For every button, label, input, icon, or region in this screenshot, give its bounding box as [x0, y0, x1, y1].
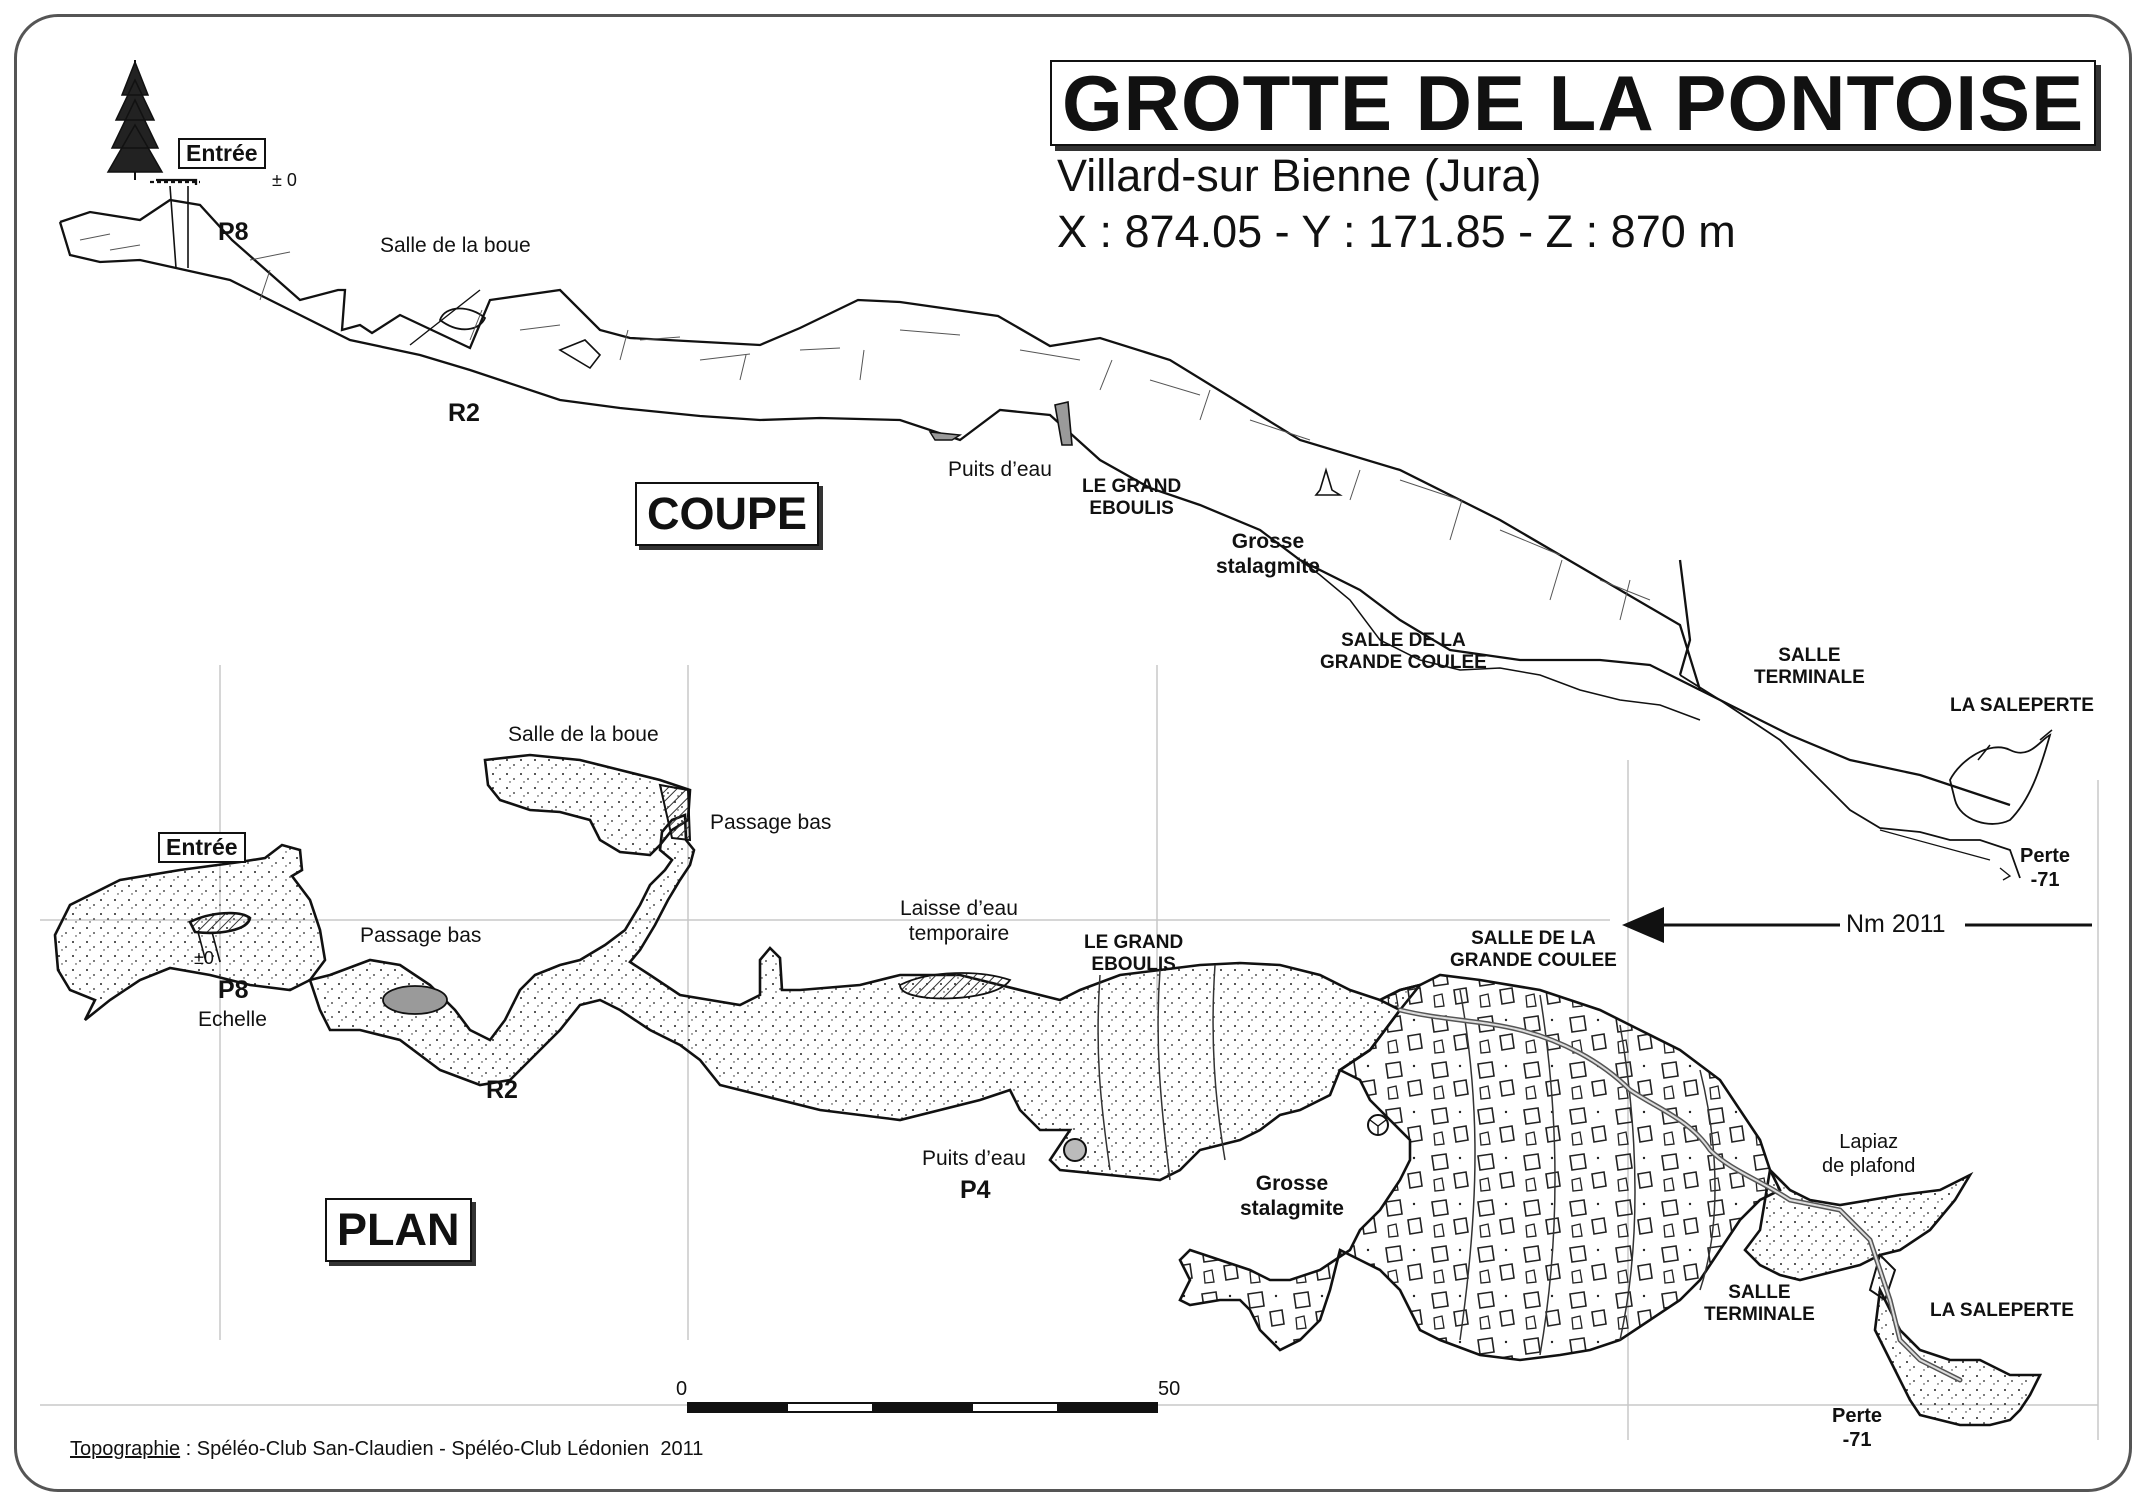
scale-start-label: 0 [676, 1378, 688, 1400]
plan-passage-bas-1-label: Passage bas [360, 924, 482, 947]
plan-echelle-label: Echelle [198, 1008, 267, 1031]
plan-lapiaz-label: Lapiaz de plafond [1822, 1131, 1916, 1177]
coupe-heading: COUPE [635, 482, 819, 546]
plan-perte-label: Perte -71 [1832, 1405, 1883, 1451]
tree-icon [108, 60, 162, 180]
map-coordinates: X : 874.05 - Y : 171.85 - Z : 870 m [1057, 206, 1736, 257]
credits-text: : Spéléo-Club San-Claudien - Spéléo-Club Lédonien [180, 1438, 650, 1460]
credits-year: 2011 [660, 1438, 704, 1460]
plan-grosse-stalagmite-label: Grosse stalagmite [1240, 1172, 1344, 1220]
plan-grand-eboulis-label: LE GRAND EBOULIS [1084, 932, 1184, 976]
coupe-grand-eboulis-label: LE GRAND EBOULIS [1082, 476, 1182, 520]
north-arrow-label: Nm 2011 [1846, 910, 1946, 938]
plan-passage-bas-2-label: Passage bas [710, 811, 832, 834]
coupe-salle-boue-label: Salle de la boue [380, 234, 531, 257]
coupe-salle-terminale-label: SALLE TERMINALE [1754, 645, 1865, 689]
scale-bar [688, 1403, 1157, 1412]
coupe-perte-label: Perte -71 [2020, 845, 2071, 891]
plan-p8-label: P8 [218, 976, 249, 1004]
credits [70, 1438, 703, 1461]
plan-salle-grande-coulee-label: SALLE DE LA GRANDE COULEE [1450, 928, 1617, 972]
plan-salle-terminale-label: SALLE TERMINALE [1704, 1282, 1815, 1326]
plan-passage-1 [310, 815, 1420, 1180]
coupe-datum-label: ± 0 [272, 170, 297, 190]
plan-entree-chamber [55, 845, 325, 1020]
plan-salle-boue [485, 755, 690, 855]
plan-salle-boue-label: Salle de la boue [508, 723, 659, 746]
coupe-salle-grande-coulee-label: SALLE DE LA GRANDE COULEE [1320, 630, 1487, 674]
plan-puits-eau-label: Puits d’eau [922, 1147, 1026, 1170]
plan-datum-label: ±0 [194, 948, 214, 968]
map-title: GROTTE DE LA PONTOISE [1050, 60, 2096, 146]
scale-end-label: 50 [1158, 1378, 1181, 1400]
coupe-profile [60, 60, 2052, 880]
coupe-grosse-stalagmite-label: Grosse stalagmite [1216, 530, 1320, 578]
coupe-entree-label: Entrée [178, 138, 266, 169]
coupe-saleperte-label: LA SALEPERTE [1950, 695, 2094, 716]
plan-p4-label: P4 [960, 1176, 991, 1204]
coupe-puits-eau-label: Puits d’eau [948, 458, 1052, 481]
coupe-p8-label: P8 [218, 218, 249, 246]
coupe-r2-label: R2 [448, 399, 480, 427]
plan-entree-label: Entrée [158, 832, 246, 863]
plan-r2-label: R2 [486, 1076, 518, 1104]
map-location: Villard-sur Bienne (Jura) [1057, 150, 1542, 201]
plan-laisse-eau-label: Laisse d’eau temporaire [900, 897, 1018, 946]
plan-saleperte-label: LA SALEPERTE [1930, 1300, 2074, 1321]
plan-heading: PLAN [325, 1198, 472, 1262]
credits-label: Topographie [70, 1438, 181, 1460]
